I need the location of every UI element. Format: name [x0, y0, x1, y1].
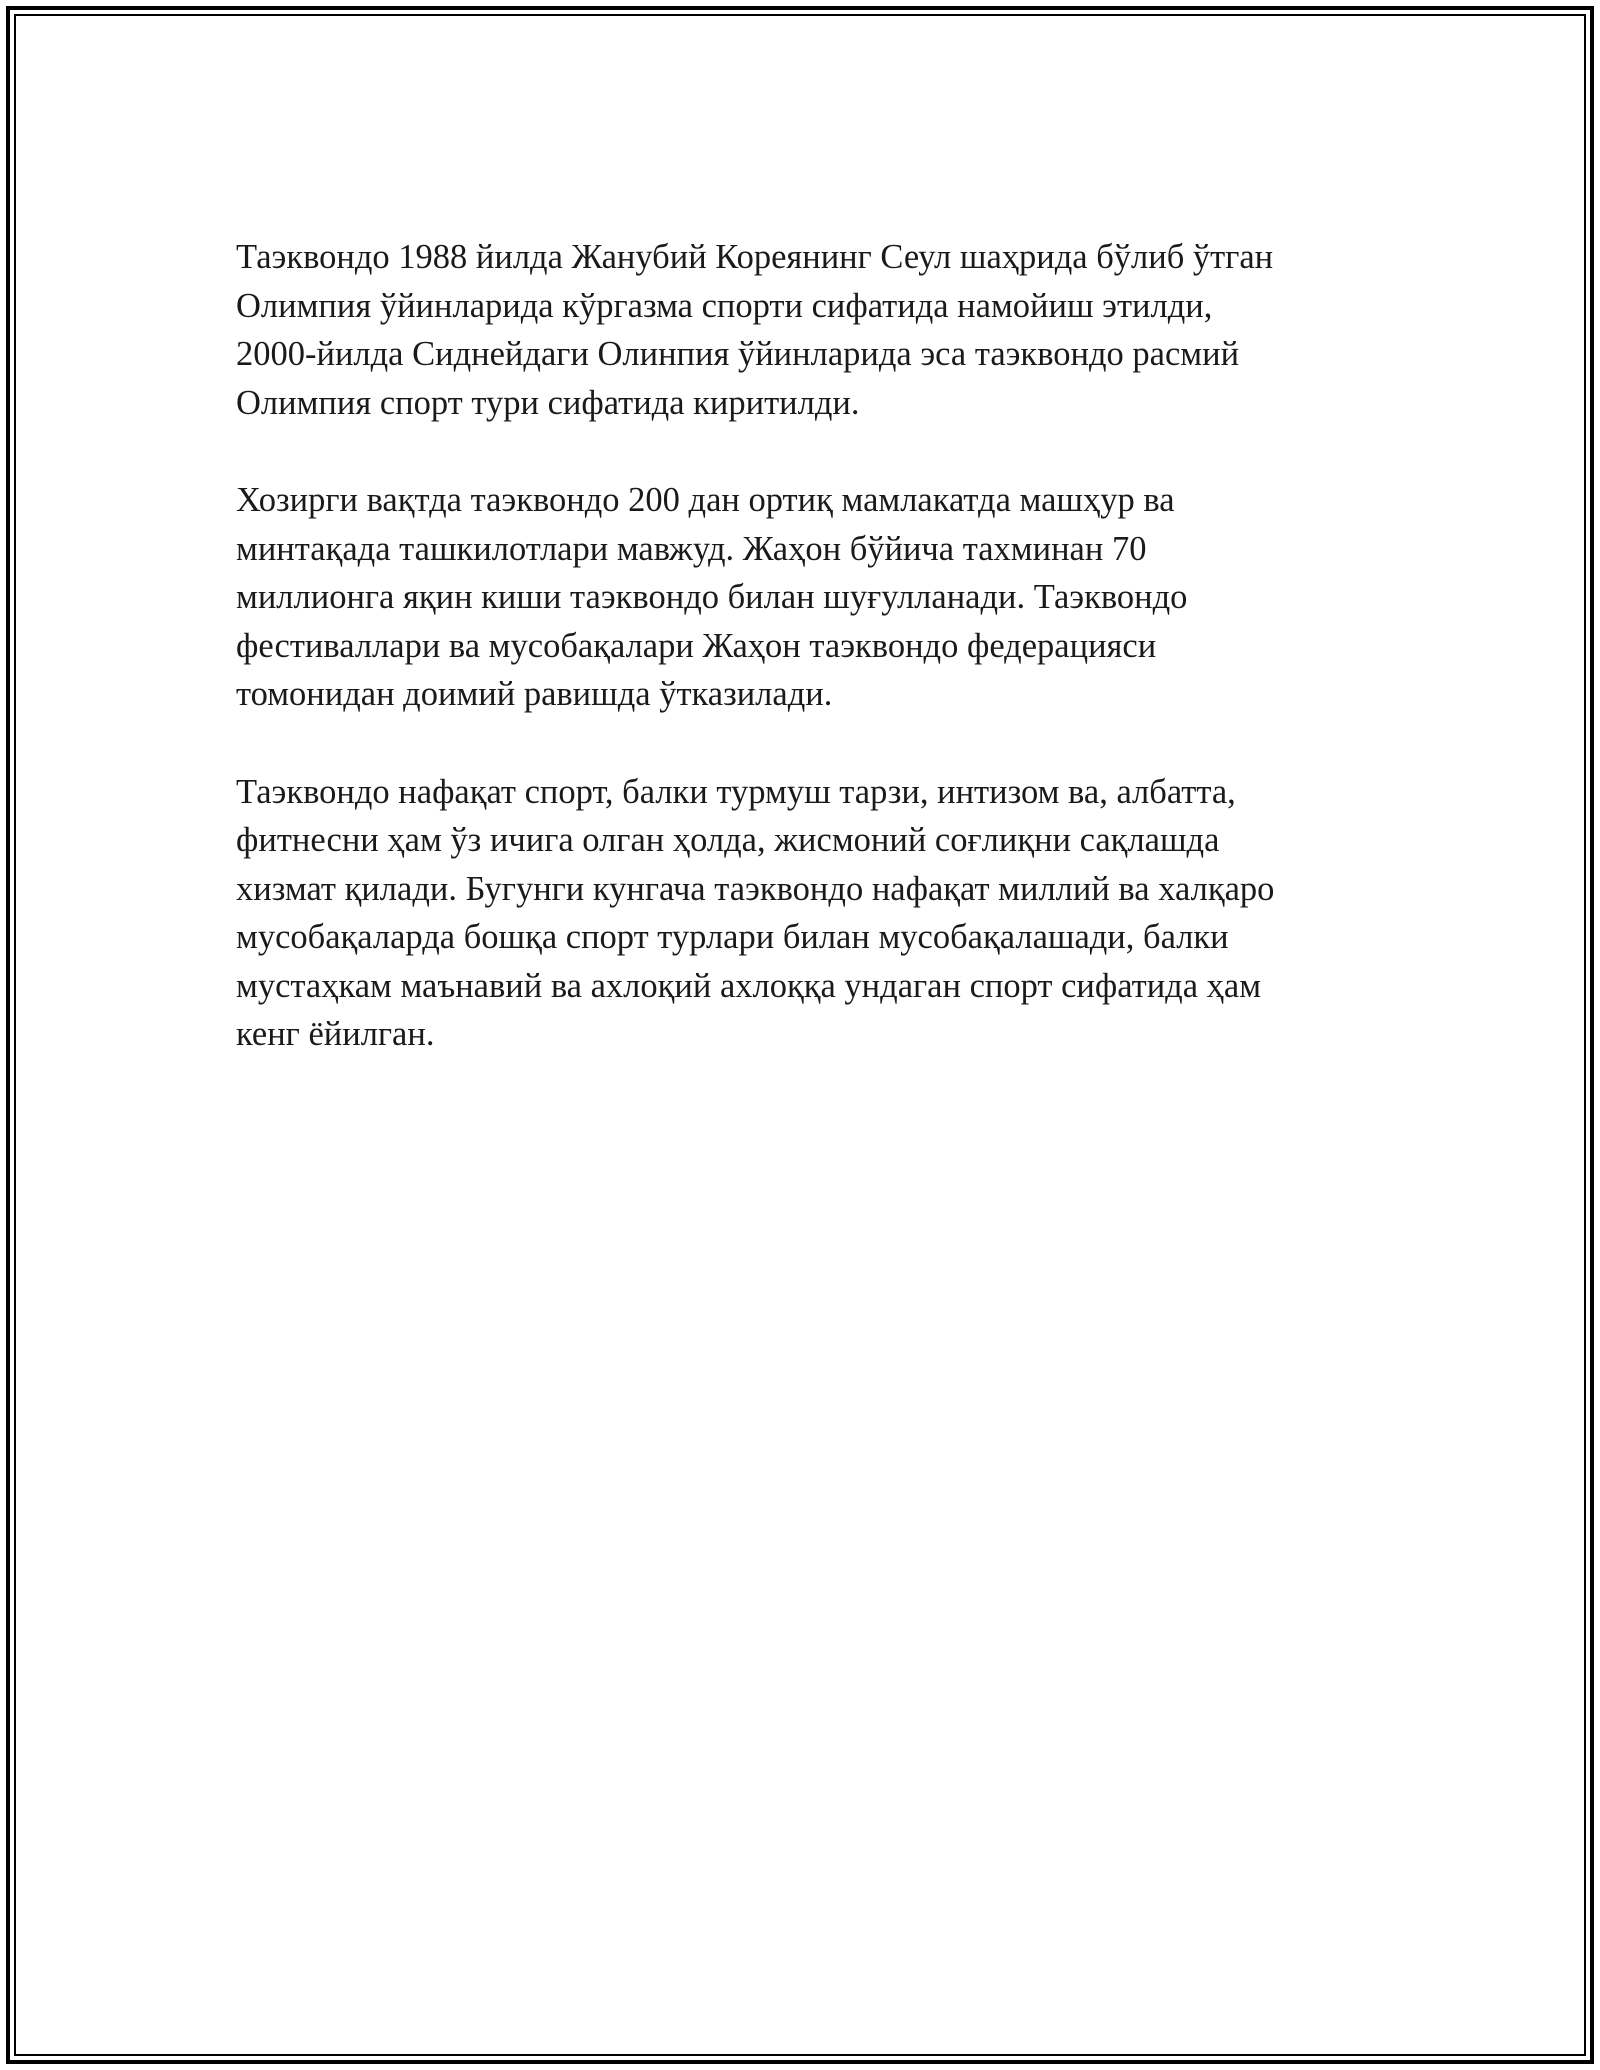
text-line: томонидан доимий равишда ўтказилади.	[236, 675, 833, 713]
text-line: Таэквондо нафақат спорт, балки турмуш тарзи, интизом ва, албатта,	[236, 772, 1236, 811]
text-line: Олимпия спорт тури сифатида киритилди.	[236, 383, 860, 422]
text-line: мусобақаларда бошқа спорт турлари билан мусобақалашади, балки	[236, 918, 1229, 956]
text-line: фестиваллари ва мусобақалари Жаҳон таэквондо федерацияси	[236, 626, 1157, 665]
text-line: Хозирги вақтда таэквондо 200 дан ортиқ мамлакатда машҳур ва	[236, 481, 1175, 519]
paragraph-1	[236, 233, 1366, 427]
text-line: минтақада ташкилотлари мавжуд. Жаҳон бўйича тахминан 70	[236, 529, 1147, 568]
paragraph-2	[236, 476, 1366, 719]
text-line: мустаҳкам маънавий ва ахлоқий ахлоққа ундаган спорт сифатида ҳам	[236, 966, 1262, 1005]
text-line: фитнесни ҳам ўз ичига олган ҳолда, жисмоний соғлиқни сақлашда	[236, 821, 1220, 859]
document-body	[236, 233, 1366, 1108]
text-line: 2000-йилда Сиднейдаги Олинпия ўйинларида эса таэквондо расмий	[236, 335, 1240, 373]
text-line: кенг ёйилган.	[236, 1015, 435, 1053]
text-line: Олимпия ўйинларида кўргазма спорти сифатида намойиш этилди,	[236, 286, 1213, 325]
text-line: миллионга яқин киши таэквондо билан шуғулланади. Таэквондо	[236, 578, 1188, 616]
paragraph-3	[236, 768, 1366, 1059]
text-line: Таэквондо 1988 йилда Жанубий Кореянинг Сеул шаҳрида бўлиб ўтган	[236, 238, 1274, 276]
text-line: хизмат қилади. Бугунги кунгача таэквондо нафақат миллий ва халқаро	[236, 869, 1275, 908]
